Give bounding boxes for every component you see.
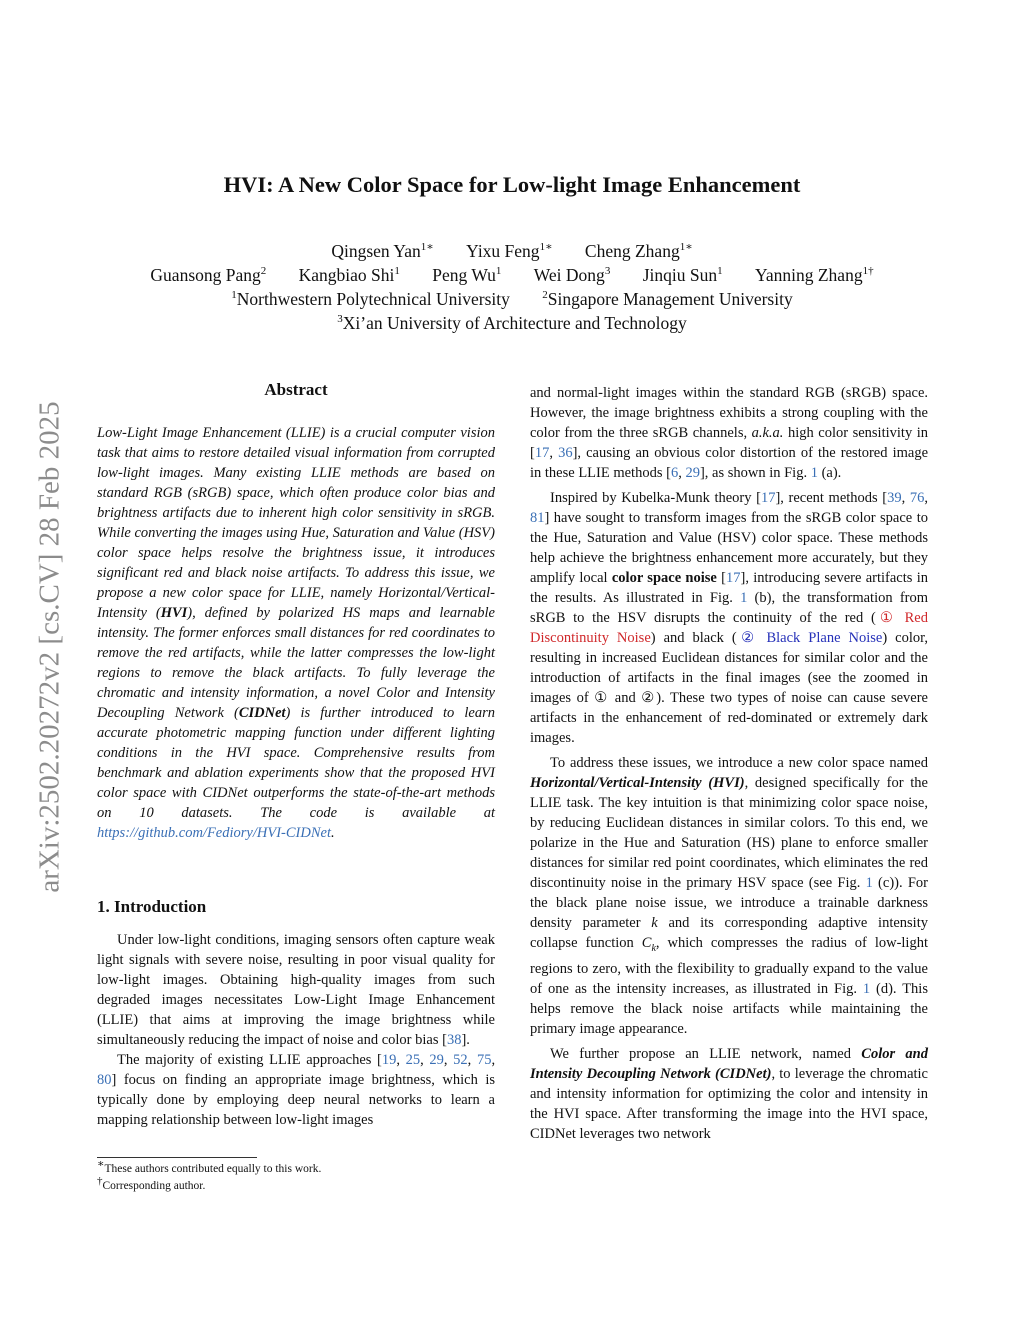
figure-link[interactable]: 1 xyxy=(810,465,818,481)
figure-link[interactable]: 1 xyxy=(862,980,871,997)
affiliations-row-2 xyxy=(0,312,1024,336)
affiliation: $^1$Northwestern Polytechnical University xyxy=(231,289,510,309)
paragraph: The majority of existing LLIE approaches [19, 25, 29, 52, 75, 80] focus on finding an appropriate image brightness, which is typically done by employing deep neural networks to learn a mapping relationship between low-light images xyxy=(97,1052,496,1128)
paper-title: HVI: A New Color Space for Low-light Image Enhancement xyxy=(223,172,801,197)
arxiv-identifier: arXiv:2502.20272v2 [cs.CV] 28 Feb 2025 xyxy=(33,401,66,893)
citation-link[interactable]: 19 xyxy=(381,1052,397,1068)
section-heading-introduction: 1. Introduction xyxy=(97,897,207,916)
black-noise-label: ② Black Plane Noise xyxy=(736,630,883,646)
arxiv-sidebar xyxy=(30,352,70,942)
red-noise-label: ① Red Discontinuity Noise xyxy=(530,610,928,646)
author-row-1 xyxy=(0,240,1024,264)
citation-link[interactable]: 6 xyxy=(670,465,679,481)
citation-link[interactable]: 80 xyxy=(97,1072,112,1088)
right-column xyxy=(530,383,928,1144)
paragraph: and normal-light images within the standard RGB (sRGB) space. However, the image brightness exhibits a strong coupling with the color from the three sRGB channels, a.k.a. high color sensitivity in [17, 36], causing an obvious color distortion of the restored image in these LLIE methods [6, 29], as shown in Fig. 1 (a). xyxy=(530,385,929,481)
citation-link[interactable]: 17 xyxy=(726,570,741,586)
citation-link[interactable]: 29 xyxy=(429,1052,444,1068)
footnote-2: †Corresponding author. xyxy=(97,1175,206,1192)
citation-link[interactable]: 17 xyxy=(760,490,776,506)
abstract-heading: Abstract xyxy=(264,380,328,399)
citation-link[interactable]: 38 xyxy=(446,1032,462,1048)
affiliation: $^2$Singapore Management University xyxy=(542,289,793,309)
footnote-rule xyxy=(97,1157,257,1158)
code-link[interactable]: https://github.com/Fediory/HVI-CIDNet xyxy=(97,825,331,841)
author: Wei Dong$^3$ xyxy=(533,265,611,285)
abstract-text: Low-Light Image Enhancement (LLIE) is a crucial computer vision task that aims to restore detailed visual information from corrupted low-light images. Many existing LLIE methods are based on standard RGB (sRGB) space, which often produce color bias and brightness artifacts due to inherent high color sensitivity in sRGB. While converting the images using Hue, Saturation and Value (HSV) color space helps resolve the brightness issue, it introduces significant red and black noise artifacts. To address this issue, we propose a new color space for LLIE, namely Horizontal/Vertical-Intensity (HVI), defined by polarized HS maps and learnable intensity. The former enforces small distances for red coordinates to remove the red artifacts, while the latter compresses the low-light regions to remove the black artifacts. To fully leverage the chromatic and intensity information, a novel Color and Intensity Decoupling Network (CIDNet) is further introduced to learn accurate photometric mapping function under different lighting conditions in the HVI space. Comprehensive results from benchmark and ablation experiments show that the proposed HVI color space with CIDNet outperforms the state-of-the-art methods on 10 datasets. The code is available at https://github.com/Fediory/HVI-CIDNet. xyxy=(97,425,495,841)
intro-left-column xyxy=(97,930,495,1130)
author: Guansong Pang$^2$ xyxy=(150,265,267,285)
citation-link[interactable]: 36 xyxy=(558,445,573,461)
author: Qingsen Yan$^{1∗}$ xyxy=(331,241,434,261)
affiliation: $^3$Xi’an University of Architecture and Technology xyxy=(337,313,687,333)
paragraph: To address these issues, we introduce a new color space named Horizontal/Vertical-Intensity (HVI), designed specifically for the LLIE task. The key intuition is that minimizing color space noise, by reducing Euclidean distances in similar colors. To this end, we polarize in the Hue and Saturation (HS) plane to enforce smaller distances for similar red point coordinates, which eliminates the red discontinuity noise in the primary HSV space (see Fig. 1 (c)). For the black plane noise issue, we introduce a trainable darkness density parameter k and its corresponding adaptive intensity collapse function $C_k$, which compresses the radius of low-light regions to zero, with the flexibility to gradually expand to the value of one as the intensity increases, as illustrated in Fig. 1 (d). This helps remove the black noise artifacts while maintaining the primary image appearance. xyxy=(530,755,928,1037)
figure-link[interactable]: 1 xyxy=(865,875,873,891)
footnote-1: ∗These authors contributed equally to this work. xyxy=(97,1158,322,1175)
citation-link[interactable]: 76 xyxy=(909,490,925,506)
author: Peng Wu$^1$ xyxy=(432,265,502,285)
paragraph: Under low-light conditions, imaging sensors often capture weak light signals with severe noise, resulting in poor visual quality for low-light images. Obtaining high-quality images from such degraded images necessitates Low-Light Image Enhancement (LLIE) that aims at improving the image brightness while simultaneously reducing the impact of noise and color bias [38]. xyxy=(97,932,495,1048)
author: Yanning Zhang$^{1\dagger}$ xyxy=(754,265,874,285)
citation-link[interactable]: 81 xyxy=(530,510,545,526)
author: Cheng Zhang$^{1∗}$ xyxy=(584,241,693,261)
citation-link[interactable]: 39 xyxy=(887,490,902,506)
author-row-2 xyxy=(0,264,1024,288)
paragraph: We further propose an LLIE network, named Color and Intensity Decoupling Network (CIDNet), to leverage the chromatic and intensity information for optimizing the color and intensity in the HVI space. After transforming the image into the HVI space, CIDNet leverages two network xyxy=(530,1045,928,1142)
paragraph: Inspired by Kubelka-Munk theory [17], recent methods [39, 76, 81] have sought to transform images from the sRGB color space to the Hue, Saturation and Value (HSV) color space. These methods help achieve the brightness enhancement more accurately, but they amplify local color space noise [17], introducing severe artifacts in the results. As illustrated in Fig. 1 (b), the transformation from sRGB to the HSV disrupts the continuity of the red (① Red Discontinuity Noise) and black (② Black Plane Noise) color, resulting in increased Euclidean distances for similar color and the introduction of artifacts in the final images (see the zoomed in images of ① and ②). These two types of noise can cause severe artifacts in the enhancement of red-dominated or extremely dark images. xyxy=(530,490,929,746)
citation-link[interactable]: 52 xyxy=(453,1052,468,1068)
author: Kangbiao Shi$^1$ xyxy=(298,265,400,285)
citation-link[interactable]: 29 xyxy=(685,465,700,481)
abstract-body xyxy=(97,423,495,843)
author: Yixu Feng$^{1∗}$ xyxy=(466,241,553,261)
citation-link[interactable]: 25 xyxy=(405,1052,421,1068)
author: Jinqiu Sun$^1$ xyxy=(642,265,723,285)
citation-link[interactable]: 75 xyxy=(476,1052,492,1068)
figure-link[interactable]: 1 xyxy=(740,590,748,606)
citation-link[interactable]: 17 xyxy=(534,445,550,461)
affiliations-row-1 xyxy=(0,288,1024,312)
